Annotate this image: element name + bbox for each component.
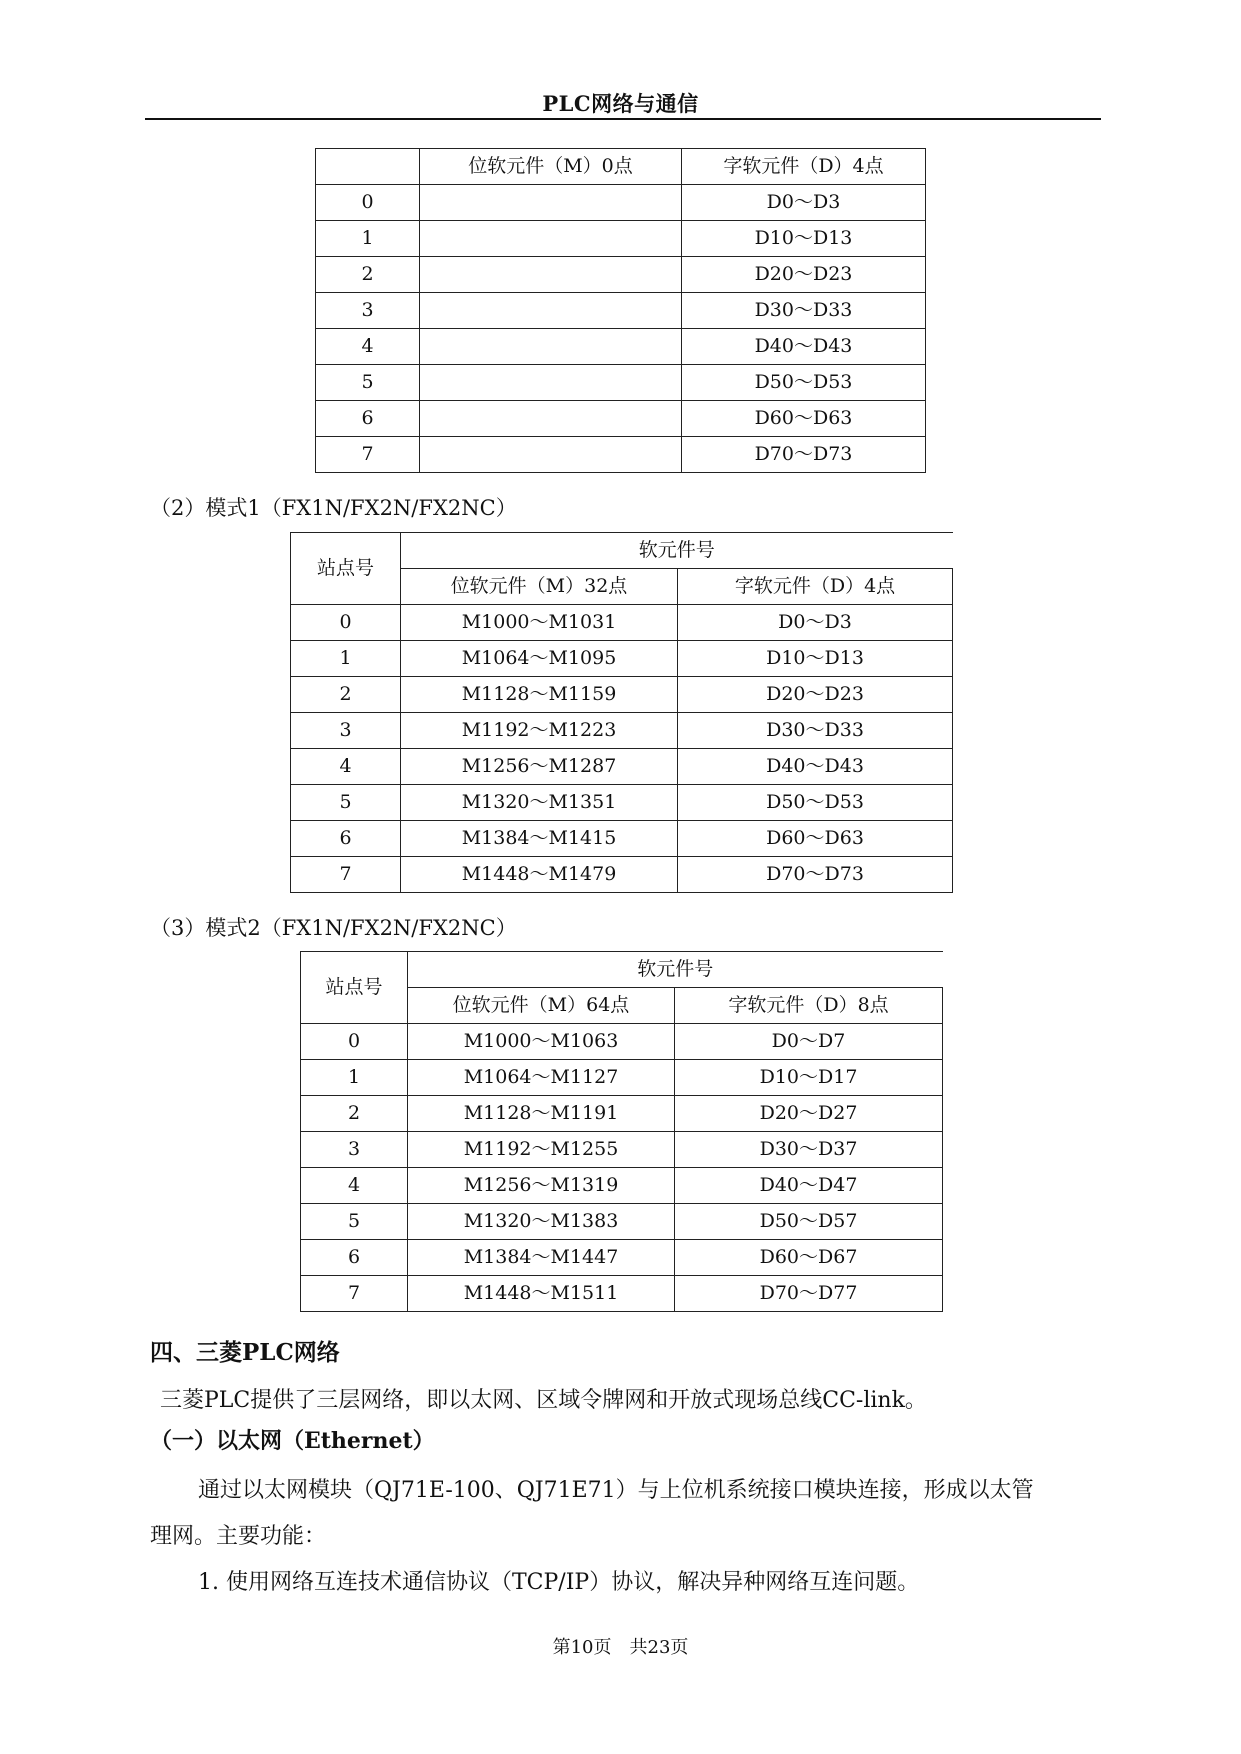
m-cell: [420, 185, 682, 221]
d-cell: D40～D43: [678, 749, 953, 785]
station-header: 站点号: [291, 533, 401, 605]
d-cell: D70～D73: [678, 857, 953, 893]
table-row: [291, 605, 953, 641]
m-cell: M1000～M1063: [408, 1024, 675, 1060]
table-row: [301, 1024, 943, 1060]
d-cell: D0～D7: [675, 1024, 943, 1060]
table-row: [316, 329, 926, 365]
d-cell: D0～D3: [682, 185, 926, 221]
m-cell: M1000～M1031: [401, 605, 678, 641]
table-row: [291, 749, 953, 785]
station-cell: 7: [291, 857, 401, 893]
m-cell: M1256～M1319: [408, 1168, 675, 1204]
d-cell: D60～D67: [675, 1240, 943, 1276]
table-row: [316, 401, 926, 437]
header-cell: [316, 149, 420, 185]
d-cell: D50～D53: [678, 785, 953, 821]
table-row: [291, 713, 953, 749]
table-mode0: [315, 148, 926, 473]
intro-paragraph: 三菱PLC提供了三层网络，即以太网、区域令牌网和开放式现场总线CC-link。: [160, 1388, 927, 1413]
m-cell: [420, 329, 682, 365]
table-row: [301, 1204, 943, 1240]
header-cell-d: 字软元件（D）4点: [678, 569, 953, 605]
station-cell: 6: [291, 821, 401, 857]
header-cell-m: 位软元件（M）64点: [408, 988, 675, 1024]
station-cell: 2: [316, 257, 420, 293]
m-cell: M1448～M1511: [408, 1276, 675, 1312]
table-mode1: [290, 532, 953, 893]
station-cell: 7: [301, 1276, 408, 1312]
table-row: [301, 1132, 943, 1168]
d-cell: D50～D57: [675, 1204, 943, 1240]
station-cell: 5: [301, 1204, 408, 1240]
header-cell-m: 位软元件（M）32点: [401, 569, 678, 605]
table-row: [301, 1276, 943, 1312]
m-cell: [420, 293, 682, 329]
subsection-heading: （一）以太网（Ethernet）: [150, 1428, 435, 1454]
d-cell: D60～D63: [678, 821, 953, 857]
table-row: [291, 677, 953, 713]
table-row: [301, 1240, 943, 1276]
station-cell: 3: [291, 713, 401, 749]
paragraph-line: 通过以太网模块（QJ71E-100、QJ71E71）与上位机系统接口模块连接，形成以太管: [198, 1478, 1034, 1503]
table-row: [301, 1168, 943, 1204]
m-cell: [420, 221, 682, 257]
table-row: [291, 821, 953, 857]
table-mode2: [300, 951, 943, 1312]
table-row: [316, 257, 926, 293]
mode1-caption: （2）模式1（FX1N/FX2N/FX2NC）: [150, 496, 517, 520]
m-cell: M1256～M1287: [401, 749, 678, 785]
section-heading: 四、三菱PLC网络: [150, 1339, 340, 1366]
d-cell: D30～D33: [682, 293, 926, 329]
station-cell: 1: [291, 641, 401, 677]
station-cell: 3: [316, 293, 420, 329]
station-cell: 7: [316, 437, 420, 473]
paragraph-line: 理网。主要功能：: [150, 1524, 327, 1549]
table-row: [316, 293, 926, 329]
table-row: [291, 857, 953, 893]
header-cell-d: 字软元件（D）8点: [675, 988, 943, 1024]
station-cell: 6: [316, 401, 420, 437]
table-row: [301, 1060, 943, 1096]
station-cell: 2: [301, 1096, 408, 1132]
station-cell: 4: [316, 329, 420, 365]
d-cell: D70～D73: [682, 437, 926, 473]
m-cell: M1192～M1223: [401, 713, 678, 749]
table-header-row: [301, 952, 943, 988]
station-cell: 4: [301, 1168, 408, 1204]
d-cell: D60～D63: [682, 401, 926, 437]
station-header: 站点号: [301, 952, 408, 1024]
d-cell: D40～D47: [675, 1168, 943, 1204]
station-cell: 6: [301, 1240, 408, 1276]
d-cell: D10～D13: [682, 221, 926, 257]
station-cell: 1: [316, 221, 420, 257]
table-row: [301, 1096, 943, 1132]
table-row: [291, 785, 953, 821]
table-row: [316, 365, 926, 401]
table-row: [316, 221, 926, 257]
d-cell: D20～D23: [678, 677, 953, 713]
m-cell: M1320～M1351: [401, 785, 678, 821]
d-cell: D10～D13: [678, 641, 953, 677]
station-cell: 3: [301, 1132, 408, 1168]
group-header: 软元件号: [401, 533, 953, 569]
table-row: [316, 185, 926, 221]
d-cell: D70～D77: [675, 1276, 943, 1312]
d-cell: D10～D17: [675, 1060, 943, 1096]
table-header-row: [316, 149, 926, 185]
station-cell: 0: [301, 1024, 408, 1060]
d-cell: D40～D43: [682, 329, 926, 365]
m-cell: M1064～M1095: [401, 641, 678, 677]
station-cell: 4: [291, 749, 401, 785]
d-cell: D20～D23: [682, 257, 926, 293]
d-cell: D30～D37: [675, 1132, 943, 1168]
page-footer: 第10页 共23页: [552, 1637, 689, 1658]
table-header-row: [291, 533, 953, 569]
station-cell: 2: [291, 677, 401, 713]
d-cell: D30～D33: [678, 713, 953, 749]
d-cell: D50～D53: [682, 365, 926, 401]
header-cell: 位软元件（M）0点: [420, 149, 682, 185]
m-cell: [420, 437, 682, 473]
m-cell: [420, 257, 682, 293]
m-cell: [420, 401, 682, 437]
m-cell: M1192～M1255: [408, 1132, 675, 1168]
m-cell: M1128～M1159: [401, 677, 678, 713]
header-rule: [145, 118, 1101, 120]
station-cell: 0: [316, 185, 420, 221]
table-row: [291, 641, 953, 677]
header-cell: 字软元件（D）4点: [682, 149, 926, 185]
m-cell: M1384～M1415: [401, 821, 678, 857]
table-row: [316, 437, 926, 473]
m-cell: M1384～M1447: [408, 1240, 675, 1276]
mode2-caption: （3）模式2（FX1N/FX2N/FX2NC）: [150, 916, 517, 940]
m-cell: M1128～M1191: [408, 1096, 675, 1132]
station-cell: 5: [291, 785, 401, 821]
page-header-title: PLC网络与通信: [542, 91, 699, 116]
station-cell: 0: [291, 605, 401, 641]
d-cell: D0～D3: [678, 605, 953, 641]
station-cell: 1: [301, 1060, 408, 1096]
m-cell: M1448～M1479: [401, 857, 678, 893]
m-cell: M1064～M1127: [408, 1060, 675, 1096]
m-cell: M1320～M1383: [408, 1204, 675, 1240]
m-cell: [420, 365, 682, 401]
d-cell: D20～D27: [675, 1096, 943, 1132]
group-header: 软元件号: [408, 952, 943, 988]
list-item: 1. 使用网络互连技术通信协议（TCP/IP）协议，解决异种网络互连问题。: [198, 1570, 920, 1595]
station-cell: 5: [316, 365, 420, 401]
